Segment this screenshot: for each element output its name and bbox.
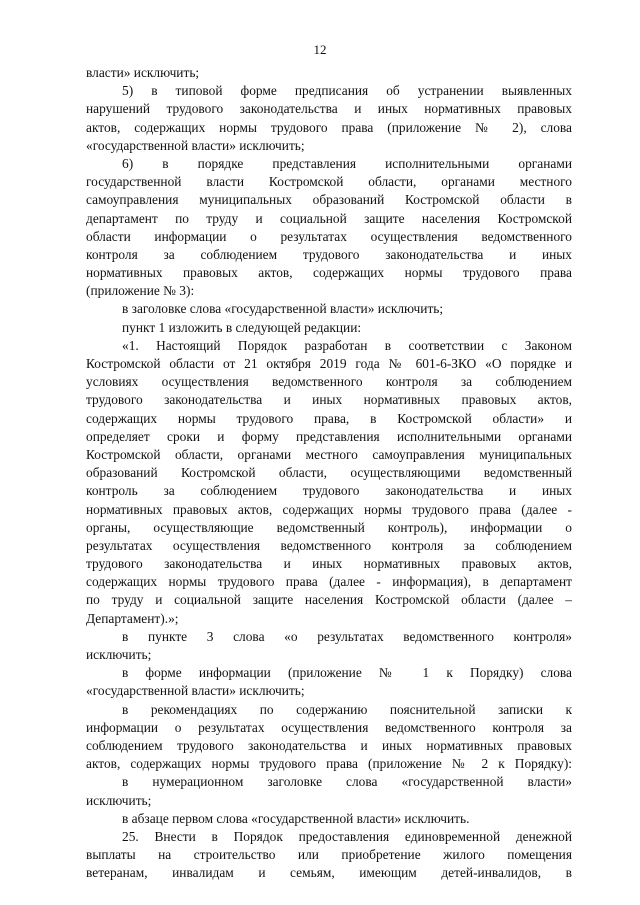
text-line: нормативных правовых актов, содержащих нормы трудового права (далее - bbox=[86, 501, 572, 517]
text-line: «государственной власти» исключить; bbox=[86, 137, 305, 153]
text-line: определяет сроки и форму представления исполнительными органами bbox=[86, 428, 572, 444]
text-line: информации о результатах осуществления ведомственного контроля за bbox=[86, 719, 572, 735]
text-line: Костромской области, органами местного самоуправления муниципальных bbox=[86, 446, 572, 462]
text-line: исключить; bbox=[86, 647, 152, 662]
page-number: 12 bbox=[313, 42, 327, 57]
text-line: «государственной власти» исключить; bbox=[86, 683, 305, 699]
text-line: пункт 1 изложить в следующей редакции: bbox=[122, 319, 362, 335]
text-line: в заголовке слова «государственной власти» исключить; bbox=[122, 301, 444, 317]
text-line: власти» исключить; bbox=[86, 65, 200, 80]
text-line: органы, осуществляющие ведомственный контроль), информации о bbox=[86, 519, 572, 535]
text-line: департамент по труду и социальной защите населения Костромской bbox=[86, 210, 572, 226]
text-line: самоуправления муниципальных образований Костромской области в bbox=[86, 192, 572, 208]
text-line: 5) в типовой форме предписания об устранении выявленных bbox=[122, 83, 572, 99]
document-body bbox=[86, 64, 572, 882]
text-line: по труду и социальной защите населения Костромской области (далее – bbox=[86, 592, 572, 608]
text-line: исключить; bbox=[86, 792, 152, 808]
text-line: актов, содержащих нормы трудового права (приложение № 2 к Порядку): bbox=[86, 756, 572, 772]
text-line: содержащих нормы трудового права (далее - информация), в департамент bbox=[86, 574, 572, 590]
text-line: (приложение № 3): bbox=[86, 283, 195, 299]
text-line: 25. Внести в Порядок предоставления единовременной денежной bbox=[122, 828, 572, 844]
text-line: в рекомендациях по содержанию пояснительной записки к bbox=[122, 701, 572, 717]
text-line: трудового законодательства и иных нормативных правовых актов, bbox=[86, 556, 572, 572]
text-line: области информации о результатах осуществления ведомственного bbox=[86, 228, 572, 244]
text-line: результатах осуществления ведомственного контроля за соблюдением bbox=[86, 537, 572, 553]
text-line: Департамент).»; bbox=[86, 610, 179, 626]
text-line: контроль за соблюдением трудового законодательства и иных bbox=[86, 483, 572, 499]
text-line: государственной власти Костромской области, органами местного bbox=[86, 174, 572, 190]
text-line: выплаты на строительство или приобретение жилого помещения bbox=[86, 847, 572, 863]
text-line: актов, содержащих нормы трудового права (приложение № 2), слова bbox=[86, 119, 572, 135]
text-line: образований Костромской области, осуществляющими ведомственный bbox=[86, 465, 572, 481]
text-line: нормативных правовых актов, содержащих нормы трудового права bbox=[86, 265, 572, 281]
text-line: Костромской области от 21 октября 2019 года № 601-6-ЗКО «О порядке и bbox=[86, 356, 572, 371]
text-line: условиях осуществления ведомственного контроля за соблюдением bbox=[86, 374, 572, 390]
text-line: содержащих нормы трудового права, в Костромской области» и bbox=[86, 410, 572, 426]
text-line: ветеранам, инвалидам и семьям, имеющим детей-инвалидов, в bbox=[86, 865, 572, 881]
text-line: 6) в порядке представления исполнительными органами bbox=[122, 155, 572, 171]
text-line: в форме информации (приложение № 1 к Порядку) слова bbox=[122, 665, 572, 681]
text-line: соблюдением трудового законодательства и иных нормативных правовых bbox=[86, 737, 572, 753]
text-line: в нумерационном заголовке слова «государственной власти» bbox=[122, 774, 572, 790]
text-line: в абзаце первом слова «государственной власти» исключить. bbox=[122, 810, 470, 826]
text-line: «1. Настоящий Порядок разработан в соответствии с Законом bbox=[122, 337, 572, 353]
text-line: в пункте 3 слова «о результатах ведомственного контроля» bbox=[122, 628, 572, 644]
text-line: контроля за соблюдением трудового законодательства и иных bbox=[86, 246, 572, 262]
text-line: нарушений трудового законодательства и иных нормативных правовых bbox=[86, 101, 572, 117]
text-line: трудового законодательства и иных нормативных правовых актов, bbox=[86, 392, 572, 408]
